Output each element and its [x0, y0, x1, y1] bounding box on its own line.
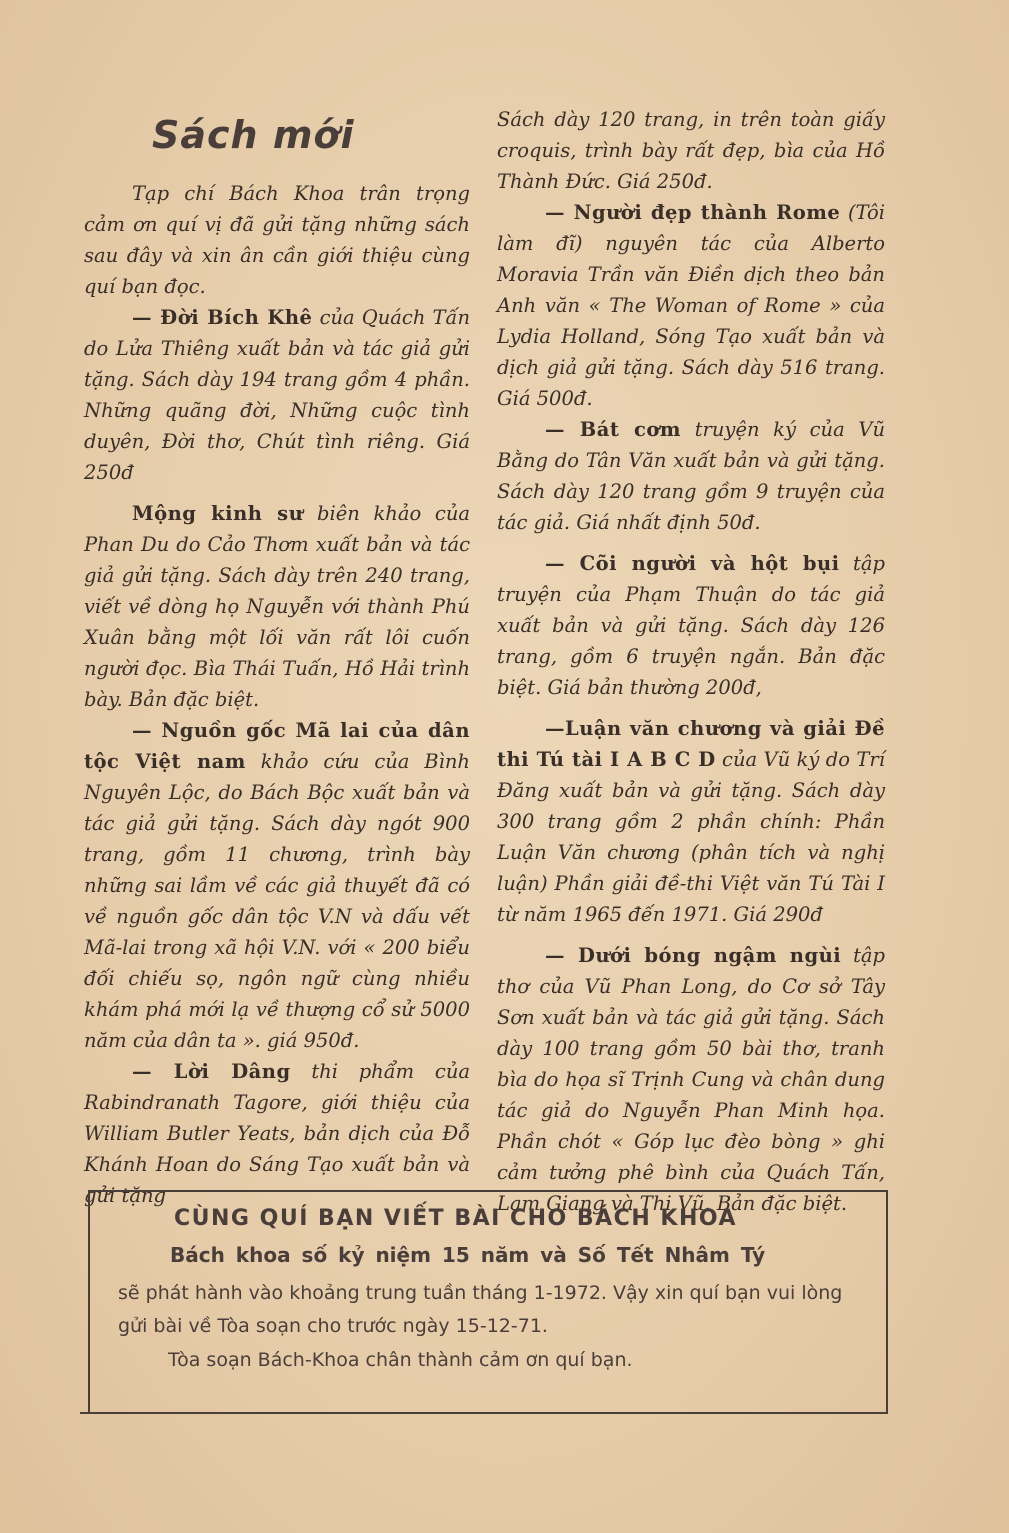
- book-title: — Lời Dâng: [132, 1060, 291, 1083]
- book-description: thi phẩm của Rabindranath Tagore, giới thiệu của William Butler Yeats, bản dịch của Đỗ Khánh Hoan do Sáng Tạo xuất bản và gửi tặng: [84, 1060, 471, 1207]
- right-column: [497, 104, 885, 1219]
- book-description: truyện ký của Vũ Bằng do Tân Văn xuất bản và gửi tặng. Sách dày 120 trang gồm 9 truyện của tác giả. Giá nhất định 50đ.: [497, 418, 886, 534]
- book-description: tập truyện của Phạm Thuận do tác giả xuất bản và gửi tặng. Sách dày 126 trang, gồm 6 truyện ngắn. Bản đặc biệt. Giá bản thường 200đ,: [497, 552, 885, 699]
- book-entry: [497, 414, 885, 538]
- notice-box: [88, 1190, 888, 1414]
- book-entry: [497, 197, 885, 414]
- book-entry: [84, 1056, 470, 1211]
- notice-title: CÙNG QUÍ BẠN VIẾT BÀI CHO BÁCH KHOA: [174, 1206, 737, 1231]
- notice-signature: Tòa soạn Bách-Khoa chân thành cảm ơn quí bạn.: [168, 1349, 633, 1371]
- book-description: biên khảo của Phan Du do Cảo Thơm xuất bản và tác giả gửi tặng. Sách dày trên 240 trang, viết về dòng họ Nguyễn với thành Phú Xuân bằng một lối văn rất lôi cuốn người đọc. Bìa Thái Tuấn, Hồ Hải trình bày. Bản đặc biệt.: [84, 502, 471, 711]
- book-title: —Luận văn chương và giải Đề thi Tú tài I A B C D: [497, 717, 885, 771]
- book-title: — Cõi người và hột bụi: [545, 552, 840, 575]
- notice-body: sẽ phát hành vào khoảng trung tuần tháng 1-1972. Vậy xin quí bạn vui lòng gửi bài về Tòa soạn cho trước ngày 15-12-71.: [118, 1282, 843, 1337]
- book-entry: [497, 548, 885, 703]
- intro-paragraph: [84, 178, 470, 302]
- notice-bottom-rule: [80, 1412, 888, 1414]
- book-title: — Nguồn gốc Mã lai của dân tộc Việt nam: [84, 719, 470, 773]
- book-title: Mộng kinh sư: [132, 502, 304, 525]
- book-description: Sách dày 120 trang, in trên toàn giấy croquis, trình bày rất đẹp, bìa của Hồ Thành Đức. Giá 250đ.: [497, 108, 885, 193]
- book-description: khảo cứu của Bình Nguyên Lộc, do Bách Bộc xuất bản và tác giả gửi tặng. Sách dày ngót 900 trang, gồm 11 chương, trình bày những sai lầm về các giả thuyết đã có về nguồn gốc dân tộc V.N và dấu vết Mã-lai trong xã hội V.N. với « 200 biểu đối chiếu sọ, ngôn ngữ cùng nhiều khám phá mới lạ về thượng cổ sử 5000 năm của dân ta ». giá 950đ.: [84, 750, 470, 1052]
- book-title: — Người đẹp thành Rome: [545, 201, 841, 224]
- book-title: — Bát cơm: [545, 418, 682, 441]
- book-title: — Dưới bóng ngậm ngùi: [545, 944, 842, 967]
- intro-text: Tạp chí Bách Khoa trân trọng cảm ơn quí vị đã gửi tặng những sách sau đây và xin ân cần giới thiệu cùng quí bạn đọc.: [84, 182, 470, 298]
- book-description: (Tôi làm đĩ) nguyên tác của Alberto Moravia Trần văn Điền dịch theo bản Anh văn « The Woman of Rome » của Lydia Holland, Sóng Tạo xuất bản và dịch giả gửi tặng. Sách dày 516 trang. Giá 500đ.: [497, 201, 886, 410]
- book-description: của Quách Tấn do Lửa Thiêng xuất bản và tác giả gửi tặng. Sách dày 194 trang gồm 4 phần. Những quãng đời, Những cuộc tình duyên, Đời thơ, Chút tình riêng. Giá 250đ: [84, 306, 471, 484]
- book-entry: [84, 498, 470, 715]
- book-entry: [497, 940, 885, 1219]
- book-entry: [84, 715, 470, 1056]
- notice-headline: Bách khoa số kỷ niệm 15 năm và Số Tết Nhâm Tý: [170, 1243, 766, 1267]
- book-title: — Đời Bích Khê: [132, 306, 313, 329]
- section-heading: Sách mới: [152, 113, 355, 157]
- book-description: của Vũ ký do Trí Đăng xuất bản và gửi tặng. Sách dày 300 trang gồm 2 phần chính: Phần Luận Văn chương (phân tích và nghị luận) Phần giải đề-thi Việt văn Tú Tài I từ năm 1965 đến 1971. Giá 290đ: [497, 748, 885, 926]
- book-entry: [497, 713, 885, 930]
- left-column: [84, 100, 470, 1211]
- book-entry: [84, 302, 470, 488]
- book-entry-continued: [497, 104, 885, 197]
- book-description: tập thơ của Vũ Phan Long, do Cơ sở Tây Sơn xuất bản và tác giả gửi tặng. Sách dày 100 trang gồm 50 bài thơ, tranh bìa do họa sĩ Trịnh Cung và chân dung tác giả do Nguyễn Phan Minh họa. Phần chót « Góp lục đèo bòng » ghi cảm tưởng phê bình của Quách Tấn, Lam Giang và Thi Vũ. Bản đặc biệt.: [497, 944, 886, 1215]
